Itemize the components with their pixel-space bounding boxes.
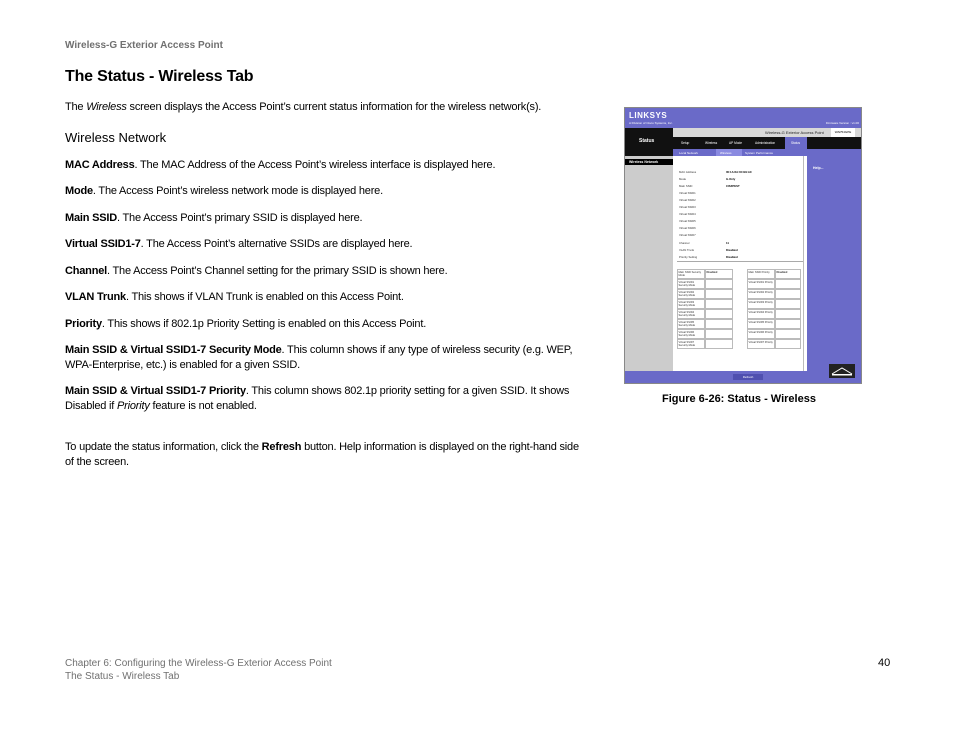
priority-label: Virtual SSID3 Priority xyxy=(747,299,775,309)
sec-mode-label: Virtual SSID6 Security Mode xyxy=(677,329,705,339)
priority-label: Virtual SSID2 Priority xyxy=(747,289,775,299)
field-label: Channel xyxy=(679,241,690,245)
firmware-version: Firmware Version : v1.00 xyxy=(825,121,859,125)
sec-mode-value: Disabled xyxy=(705,269,733,279)
sec-mode-label: Virtual SSID7 Security Mode xyxy=(677,339,705,349)
field-label: Priority Setting xyxy=(679,255,698,259)
intro-pre: The xyxy=(65,101,87,113)
field-label: Virtual SSID7 xyxy=(679,233,696,237)
field-value: 11 xyxy=(726,241,729,245)
sec-mode-value xyxy=(705,299,733,309)
sec-mode-value xyxy=(705,319,733,329)
description: . The Access Point’s primary SSID is displayed here. xyxy=(117,212,363,224)
priority-label: Virtual SSID7 Priority xyxy=(747,339,775,349)
sec-mode-value xyxy=(705,289,733,299)
figure-caption: Figure 6-26: Status - Wireless xyxy=(662,393,816,405)
term: Virtual SSID1-7 xyxy=(65,238,141,250)
description: . The Access Point’s wireless network mode is displayed here. xyxy=(92,185,383,197)
item-mode xyxy=(65,184,590,199)
description: . This column shows 802.1p priority setting for a given SSID. It shows Disabled if xyxy=(65,385,570,412)
sec-mode-label: Virtual SSID2 Security Mode xyxy=(677,289,705,299)
help-link[interactable]: Help... xyxy=(813,166,824,170)
field-label: MAC Address xyxy=(679,170,697,174)
field-value: G-Only xyxy=(726,177,736,181)
field-label: Virtual SSID4 xyxy=(679,212,696,216)
field-value: CISZPEST xyxy=(726,184,740,188)
term: Main SSID xyxy=(65,212,117,224)
item-priority xyxy=(65,317,590,332)
left-sidebar xyxy=(625,156,673,383)
priority-value xyxy=(775,329,801,339)
sec-mode-value xyxy=(705,329,733,339)
item-channel xyxy=(65,264,590,279)
side-heading: Wireless Network xyxy=(629,159,659,164)
priority-value xyxy=(775,289,801,299)
cisco-logo-icon xyxy=(829,364,855,378)
item-virtual-ssid xyxy=(65,237,590,252)
model-number: WAP54GPE xyxy=(831,128,855,137)
item-main-ssid xyxy=(65,211,590,226)
linksys-logo: LINKSYS xyxy=(629,111,668,120)
intro-paragraph xyxy=(65,100,590,115)
status-wireless-screenshot xyxy=(624,107,862,384)
field-label: Virtual SSID1 xyxy=(679,191,696,195)
item-mac xyxy=(65,158,590,173)
tab-ap-mode[interactable]: AP Mode xyxy=(729,141,743,145)
intro-emphasis: Wireless xyxy=(86,101,127,113)
description: . The Access Point’s alternative SSIDs are displayed here. xyxy=(140,238,413,250)
sec-mode-label: Virtual SSID5 Security Mode xyxy=(677,319,705,329)
intro-post: screen displays the Access Point’s current status information for the wireless network(s). xyxy=(126,101,542,113)
priority-value xyxy=(775,319,801,329)
sec-mode-label: Virtual SSID1 Security Mode xyxy=(677,279,705,289)
note-bold: Refresh xyxy=(261,441,302,453)
field-label: Virtual SSID3 xyxy=(679,205,696,209)
field-label: Virtual SSID6 xyxy=(679,226,696,230)
field-value: Disabled xyxy=(726,255,738,259)
item-ssid-priority xyxy=(65,384,590,414)
priority-value xyxy=(775,299,801,309)
tab-setup[interactable]: Setup xyxy=(681,141,690,145)
description: . The MAC Address of the Access Point’s wireless interface is displayed here. xyxy=(134,159,496,171)
description: . This shows if 802.1p Priority Setting is enabled on this Access Point. xyxy=(101,318,427,330)
priority-value: Disabled xyxy=(775,269,801,279)
description: . This column shows if any type of wireless security (e.g. WEP, WPA-Enterprise, etc.) is enabled for a given SSID. xyxy=(65,344,573,371)
term: Main SSID & Virtual SSID1-7 Security Mode xyxy=(65,344,282,356)
section-subheading: Wireless Network xyxy=(65,130,167,145)
tab-wireless[interactable]: Wireless xyxy=(705,141,718,145)
description: . This shows if VLAN Trunk is enabled on this Access Point. xyxy=(125,291,404,303)
refresh-button[interactable]: Refresh xyxy=(733,374,763,380)
description-end: feature is not enabled. xyxy=(149,400,257,412)
item-security-mode xyxy=(65,343,590,373)
help-panel xyxy=(807,156,861,371)
sec-mode-label: Virtual SSID4 Security Mode xyxy=(677,309,705,319)
tab-administration[interactable]: Administration xyxy=(755,141,776,145)
field-label: Mode xyxy=(679,177,686,181)
subtab-wireless[interactable]: Wireless xyxy=(720,150,732,155)
subtab-local-network[interactable]: Local Network xyxy=(679,150,699,155)
field-label: Main SSID xyxy=(679,184,693,188)
term: Priority xyxy=(65,318,102,330)
priority-value xyxy=(775,339,801,349)
sec-mode-value xyxy=(705,309,733,319)
running-header: Wireless-G Exterior Access Point xyxy=(65,40,223,51)
subtab-system-performance[interactable]: System Performance xyxy=(745,150,774,155)
priority-label: Virtual SSID1 Priority xyxy=(747,279,775,289)
term: VLAN Trunk xyxy=(65,291,126,303)
field-value: 00:1A:6A:0C:E9:AC xyxy=(726,170,752,174)
emphasis: Priority xyxy=(117,400,150,412)
term: MAC Address xyxy=(65,159,135,171)
description: . The Access Point’s Channel setting for the primary SSID is shown here. xyxy=(107,265,448,277)
sec-mode-label: Main SSID Security Mode xyxy=(677,269,705,279)
page-number: 40 xyxy=(878,657,891,669)
priority-label: Main SSID Priority xyxy=(747,269,775,279)
section-label: Status xyxy=(639,138,655,144)
priority-label: Virtual SSID5 Priority xyxy=(747,319,775,329)
term: Main SSID & Virtual SSID1-7 Priority xyxy=(65,385,246,397)
priority-label: Virtual SSID6 Priority xyxy=(747,329,775,339)
product-name: Wireless-G Exterior Access Point xyxy=(765,130,824,135)
divider xyxy=(677,261,803,262)
refresh-note xyxy=(65,440,590,470)
field-label: Virtual SSID5 xyxy=(679,219,696,223)
field-label: VLAN Trunk xyxy=(679,248,695,252)
field-label: Virtual SSID2 xyxy=(679,198,696,202)
page-title: The Status - Wireless Tab xyxy=(65,68,254,85)
footer-chapter: Chapter 6: Configuring the Wireless-G Exterior Access Point xyxy=(65,658,332,669)
priority-value xyxy=(775,279,801,289)
footer-section: The Status - Wireless Tab xyxy=(65,671,180,682)
item-vlan-trunk xyxy=(65,290,590,305)
sec-mode-value xyxy=(705,279,733,289)
logo-subtitle: A Division of Cisco Systems, Inc. xyxy=(629,121,673,125)
field-value: Disabled xyxy=(726,248,738,252)
content-divider xyxy=(803,156,804,371)
term: Channel xyxy=(65,265,107,277)
priority-label: Virtual SSID4 Priority xyxy=(747,309,775,319)
sec-mode-value xyxy=(705,339,733,349)
priority-value xyxy=(775,309,801,319)
tab-status[interactable]: Status xyxy=(791,141,801,145)
note-pre: To update the status information, click the xyxy=(65,441,262,453)
sec-mode-label: Virtual SSID3 Security Mode xyxy=(677,299,705,309)
footer xyxy=(65,657,332,683)
note-post: button. Help information is displayed on the right-hand side of the screen. xyxy=(65,441,579,468)
term: Mode xyxy=(65,185,93,197)
